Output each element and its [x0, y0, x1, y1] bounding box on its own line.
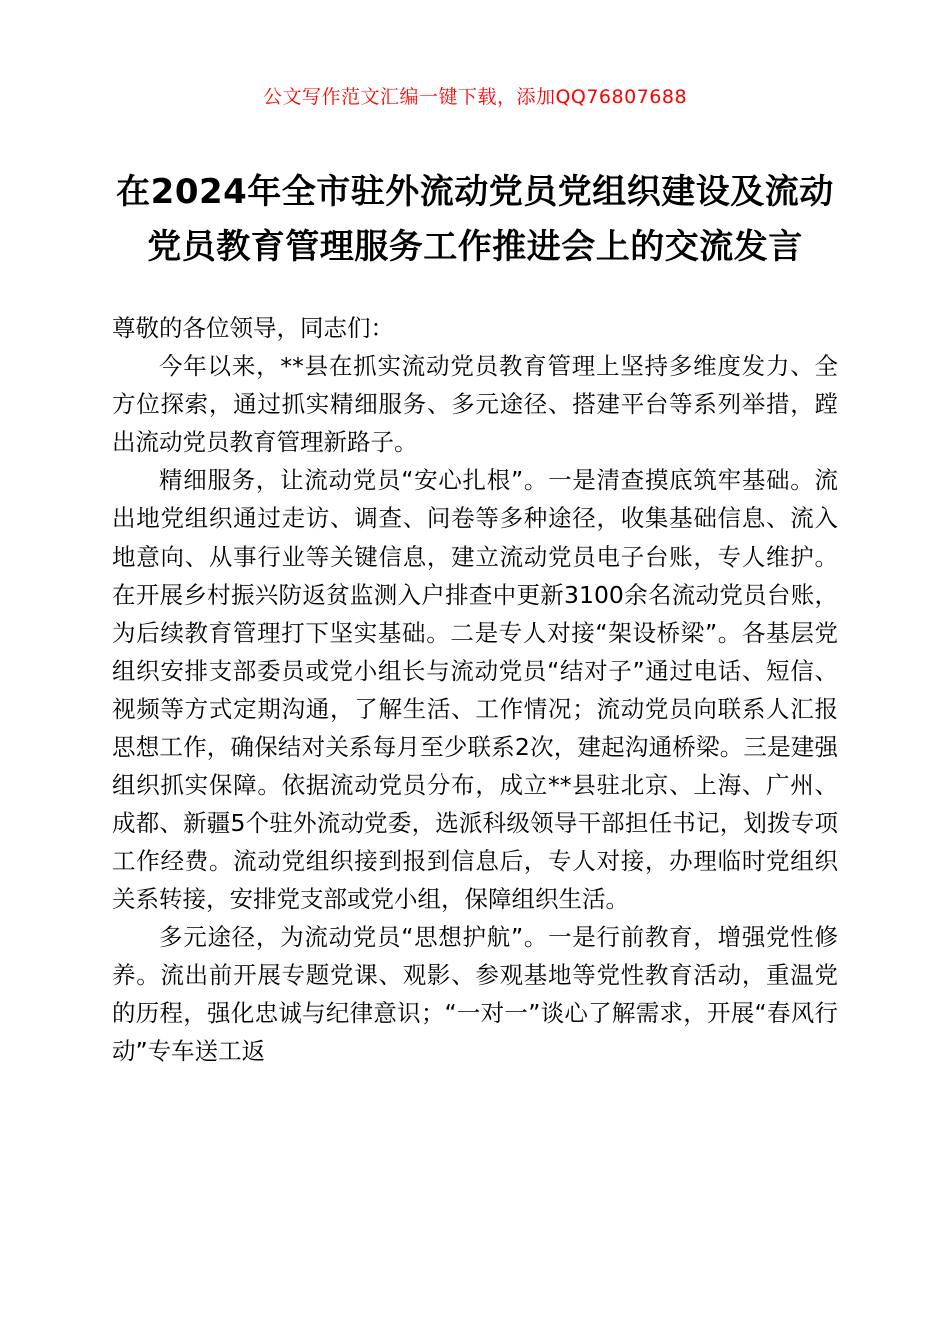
paragraph-intro: 今年以来，**县在抓实流动党员教育管理上坚持多维度发力、全方位探索，通过抓实精细服务、多元途径、搭建平台等系列举措，蹚出流动党员教育管理新路子。	[112, 352, 838, 457]
watermark-text: 公文写作范文汇编一键下载，添加QQ76807688	[262, 86, 688, 108]
paragraph-salutation: 尊敬的各位领导，同志们：	[112, 314, 394, 343]
paragraph-section-2: 多元途径，为流动党员“思想护航”。一是行前教育，增强党性修养。流出前开展专题党课、观影、参观基地等党性教育活动，重温党的历程，强化忠诚与纪律意识；“一对一”谈心了解需求，开展“春风行动”专车送工返	[112, 923, 838, 1066]
paragraph-section-1: 精细服务，让流动党员“安心扎根”。一是清查摸底筑牢基础。流出地党组织通过走访、调查、问卷等多种途径，收集基础信息、流入地意向、从事行业等关键信息，建立流动党员电子台账，专人维护。在开展乡村振兴防返贫监测入户排查中更新3100余名流动党员台账，为后续教育管理打下坚实基础。二是专人对接“架设桥梁”。各基层党组织安排支部委员或党小组长与流动党员“结对子”通过电话、短信、视频等方式定期沟通，了解生活、工作情况；流动党员向联系人汇报思想工作，确保结对关系每月至少联系2次，建起沟通桥梁。三是建强组织抓实保障。依据流动党员分布，成立**县驻北京、上海、广州、成都、新疆5个驻外流动党委，选派科级领导干部担任书记，划拨专项工作经费。流动党组织接到报到信息后，专人对接，办理临时党组织关系转接，安排党支部或党小组，保障组织生活。	[112, 466, 838, 914]
page-title: 在2024年全市驻外流动党员党组织建设及流动党员教育管理服务工作推进会上的交流发言	[116, 172, 834, 268]
document-body	[112, 309, 838, 1070]
